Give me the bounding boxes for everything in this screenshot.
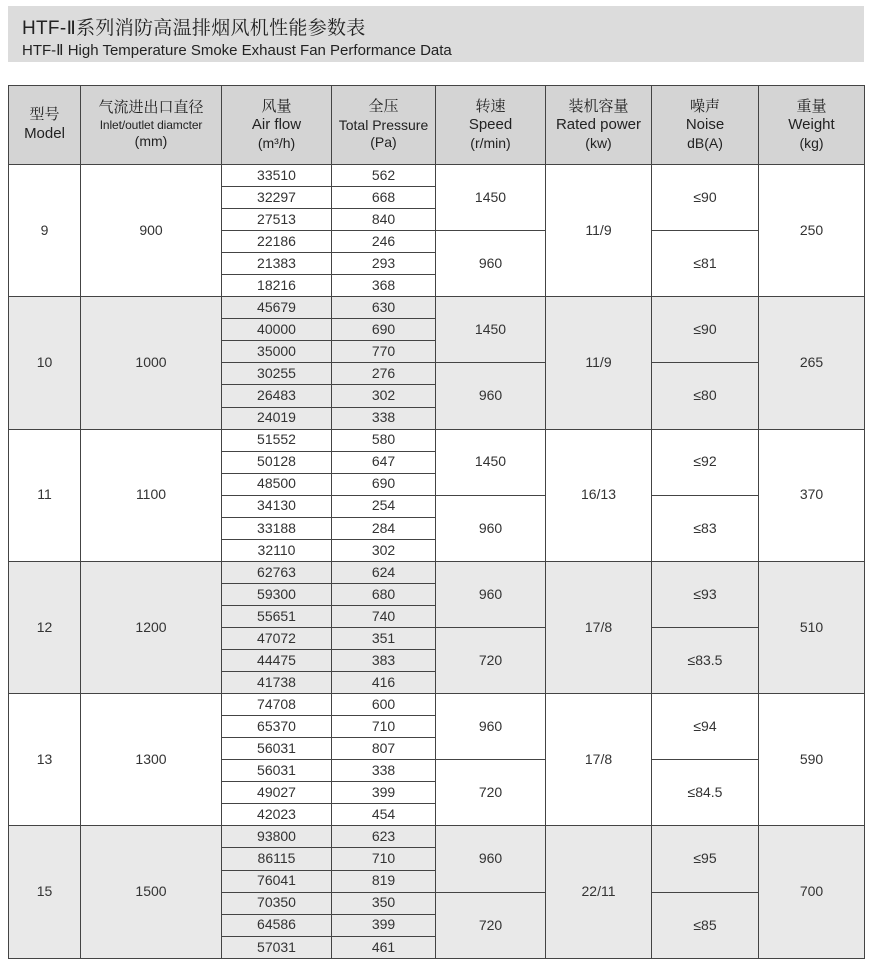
pressure-cell: 710 xyxy=(332,848,436,870)
pressure-cell: 454 xyxy=(332,804,436,826)
header-model xyxy=(9,86,81,165)
header-diameter xyxy=(81,86,222,165)
pressure-cell: 624 xyxy=(332,561,436,583)
air-flow-cell: 32110 xyxy=(222,539,332,561)
noise-cell: ≤95 xyxy=(652,826,759,892)
air-flow-cell: 21383 xyxy=(222,253,332,275)
rated-power-cell: 22/11 xyxy=(546,826,652,959)
air-flow-cell: 55651 xyxy=(222,605,332,627)
header-weight xyxy=(759,86,865,165)
pressure-cell: 580 xyxy=(332,429,436,451)
header-label-cn: 型号 xyxy=(29,106,60,124)
performance-table xyxy=(8,85,865,959)
noise-cell: ≤92 xyxy=(652,429,759,495)
air-flow-cell: 40000 xyxy=(222,319,332,341)
header-unit: (kg) xyxy=(799,135,824,151)
air-flow-cell: 74708 xyxy=(222,694,332,716)
header-label-cn: 风量 xyxy=(261,97,292,115)
noise-cell: ≤83 xyxy=(652,495,759,561)
header-unit: (Pa) xyxy=(370,134,397,151)
model-cell: 11 xyxy=(9,429,81,561)
air-flow-cell: 18216 xyxy=(222,275,332,297)
header-label-en: Noise xyxy=(685,116,725,134)
speed-cell: 1450 xyxy=(436,297,546,363)
pressure-cell: 302 xyxy=(332,539,436,561)
pressure-cell: 416 xyxy=(332,672,436,694)
pressure-cell: 338 xyxy=(332,760,436,782)
air-flow-cell: 26483 xyxy=(222,385,332,407)
pressure-cell: 399 xyxy=(332,914,436,936)
speed-cell: 960 xyxy=(436,694,546,760)
air-flow-cell: 27513 xyxy=(222,209,332,231)
model-cell: 13 xyxy=(9,694,81,826)
noise-cell: ≤81 xyxy=(652,231,759,297)
header-unit: (m³/h) xyxy=(257,135,296,151)
air-flow-cell: 22186 xyxy=(222,231,332,253)
page-title: HTF-Ⅱ系列消防高温排烟风机性能参数表 xyxy=(22,18,366,39)
air-flow-cell: 34130 xyxy=(222,495,332,517)
pressure-cell: 276 xyxy=(332,363,436,385)
pressure-cell: 840 xyxy=(332,209,436,231)
pressure-cell: 770 xyxy=(332,341,436,363)
air-flow-cell: 76041 xyxy=(222,870,332,892)
diameter-cell: 1200 xyxy=(81,561,222,693)
air-flow-cell: 44475 xyxy=(222,650,332,672)
weight-cell: 700 xyxy=(759,826,865,959)
pressure-cell: 647 xyxy=(332,451,436,473)
table-row xyxy=(9,297,865,319)
weight-cell: 510 xyxy=(759,561,865,693)
speed-cell: 960 xyxy=(436,826,546,892)
pressure-cell: 383 xyxy=(332,650,436,672)
pressure-cell: 399 xyxy=(332,782,436,804)
table-row xyxy=(9,826,865,848)
pressure-cell: 600 xyxy=(332,694,436,716)
air-flow-cell: 41738 xyxy=(222,672,332,694)
rated-power-cell: 17/8 xyxy=(546,694,652,826)
pressure-cell: 293 xyxy=(332,253,436,275)
rated-power-cell: 11/9 xyxy=(546,165,652,297)
title-band xyxy=(8,6,864,62)
header-label-en: Weight xyxy=(788,116,835,134)
air-flow-cell: 51552 xyxy=(222,429,332,451)
air-flow-cell: 65370 xyxy=(222,716,332,738)
air-flow-cell: 48500 xyxy=(222,473,332,495)
air-flow-cell: 93800 xyxy=(222,826,332,848)
pressure-cell: 668 xyxy=(332,187,436,209)
model-cell: 15 xyxy=(9,826,81,959)
header-label-cn: 气流进出口直径 xyxy=(98,99,204,117)
table-row xyxy=(9,694,865,716)
air-flow-cell: 33510 xyxy=(222,165,332,187)
noise-cell: ≤94 xyxy=(652,694,759,760)
pressure-cell: 368 xyxy=(332,275,436,297)
speed-cell: 720 xyxy=(436,627,546,693)
weight-cell: 590 xyxy=(759,694,865,826)
noise-cell: ≤90 xyxy=(652,165,759,231)
diameter-cell: 1000 xyxy=(81,297,222,429)
table-row xyxy=(9,561,865,583)
pressure-cell: 623 xyxy=(332,826,436,848)
noise-cell: ≤80 xyxy=(652,363,759,429)
header-unit: (r/min) xyxy=(470,135,511,151)
pressure-cell: 630 xyxy=(332,297,436,319)
pressure-cell: 807 xyxy=(332,738,436,760)
header-label-en: Air flow xyxy=(251,116,302,134)
speed-cell: 960 xyxy=(436,231,546,297)
air-flow-cell: 50128 xyxy=(222,451,332,473)
pressure-cell: 819 xyxy=(332,870,436,892)
diameter-cell: 1500 xyxy=(81,826,222,959)
pressure-cell: 246 xyxy=(332,231,436,253)
header-label-cn: 装机容量 xyxy=(568,97,629,115)
air-flow-cell: 59300 xyxy=(222,583,332,605)
header-label-cn: 重量 xyxy=(796,97,827,115)
rated-power-cell: 17/8 xyxy=(546,561,652,693)
air-flow-cell: 56031 xyxy=(222,760,332,782)
weight-cell: 370 xyxy=(759,429,865,561)
speed-cell: 960 xyxy=(436,561,546,627)
diameter-cell: 1100 xyxy=(81,429,222,561)
air-flow-cell: 56031 xyxy=(222,738,332,760)
header-label-cn: 转速 xyxy=(475,97,506,115)
header-rated-power xyxy=(546,86,652,165)
speed-cell: 1450 xyxy=(436,165,546,231)
header-label-en: Rated power xyxy=(555,116,642,134)
model-cell: 12 xyxy=(9,561,81,693)
diameter-cell: 1300 xyxy=(81,694,222,826)
header-label-en: Inlet/outlet diamcter xyxy=(99,118,203,133)
page-subtitle: HTF-Ⅱ High Temperature Smoke Exhaust Fan Performance Data xyxy=(22,42,452,59)
speed-cell: 1450 xyxy=(436,429,546,495)
header-noise xyxy=(652,86,759,165)
header-label-en: Speed xyxy=(468,116,513,134)
air-flow-cell: 42023 xyxy=(222,804,332,826)
header-label-cn: 噪声 xyxy=(689,97,720,115)
speed-cell: 960 xyxy=(436,363,546,429)
header-unit: (mm) xyxy=(134,133,168,150)
weight-cell: 250 xyxy=(759,165,865,297)
rated-power-cell: 11/9 xyxy=(546,297,652,429)
air-flow-cell: 86115 xyxy=(222,848,332,870)
air-flow-cell: 45679 xyxy=(222,297,332,319)
air-flow-cell: 35000 xyxy=(222,341,332,363)
air-flow-cell: 64586 xyxy=(222,914,332,936)
pressure-cell: 351 xyxy=(332,627,436,649)
air-flow-cell: 70350 xyxy=(222,892,332,914)
noise-cell: ≤83.5 xyxy=(652,627,759,693)
header-unit: dB(A) xyxy=(687,135,723,151)
header-speed xyxy=(436,86,546,165)
pressure-cell: 302 xyxy=(332,385,436,407)
table-row xyxy=(9,165,865,187)
pressure-cell: 710 xyxy=(332,716,436,738)
air-flow-cell: 24019 xyxy=(222,407,332,429)
header-air-flow xyxy=(222,86,332,165)
air-flow-cell: 49027 xyxy=(222,782,332,804)
table-body xyxy=(9,165,865,959)
pressure-cell: 461 xyxy=(332,936,436,958)
diameter-cell: 900 xyxy=(81,165,222,297)
rated-power-cell: 16/13 xyxy=(546,429,652,561)
noise-cell: ≤90 xyxy=(652,297,759,363)
pressure-cell: 690 xyxy=(332,319,436,341)
weight-cell: 265 xyxy=(759,297,865,429)
header-unit: (kw) xyxy=(585,135,612,151)
header-label-cn: 全压 xyxy=(368,98,399,116)
air-flow-cell: 33188 xyxy=(222,517,332,539)
model-cell: 10 xyxy=(9,297,81,429)
pressure-cell: 338 xyxy=(332,407,436,429)
pressure-cell: 680 xyxy=(332,583,436,605)
speed-cell: 960 xyxy=(436,495,546,561)
speed-cell: 720 xyxy=(436,760,546,826)
pressure-cell: 350 xyxy=(332,892,436,914)
noise-cell: ≤85 xyxy=(652,892,759,958)
air-flow-cell: 30255 xyxy=(222,363,332,385)
model-cell: 9 xyxy=(9,165,81,297)
pressure-cell: 690 xyxy=(332,473,436,495)
table-header-row xyxy=(9,86,865,165)
header-total-pressure xyxy=(332,86,436,165)
noise-cell: ≤84.5 xyxy=(652,760,759,826)
air-flow-cell: 47072 xyxy=(222,627,332,649)
header-label-en: Total Pressure xyxy=(338,116,429,133)
pressure-cell: 740 xyxy=(332,605,436,627)
air-flow-cell: 57031 xyxy=(222,936,332,958)
noise-cell: ≤93 xyxy=(652,561,759,627)
speed-cell: 720 xyxy=(436,892,546,958)
air-flow-cell: 32297 xyxy=(222,187,332,209)
table-row xyxy=(9,429,865,451)
pressure-cell: 284 xyxy=(332,517,436,539)
pressure-cell: 562 xyxy=(332,165,436,187)
header-label-en: Model xyxy=(24,125,65,142)
air-flow-cell: 62763 xyxy=(222,561,332,583)
pressure-cell: 254 xyxy=(332,495,436,517)
